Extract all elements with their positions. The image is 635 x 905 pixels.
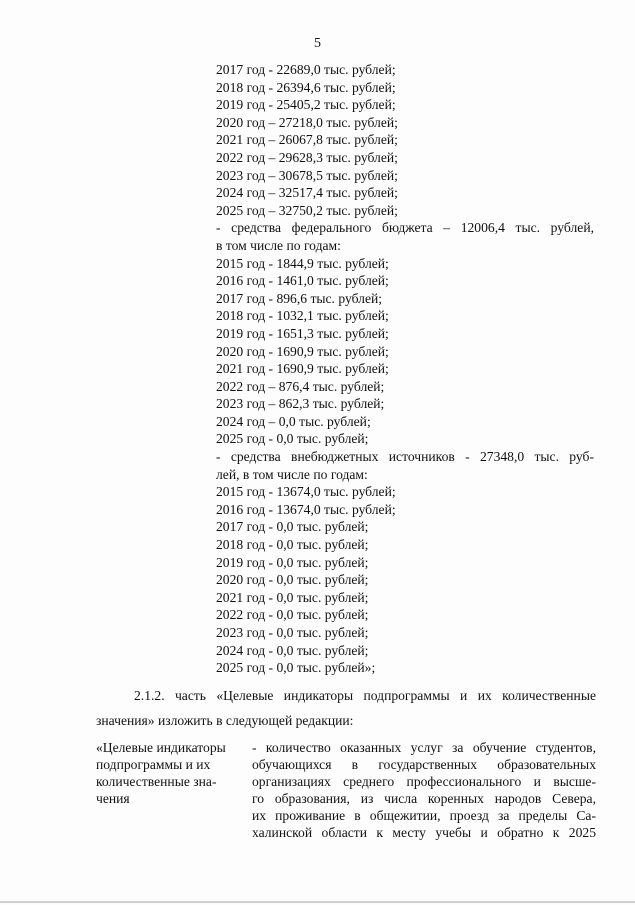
list-item: 2022 год - 0,0 тыс. рублей; bbox=[216, 607, 369, 623]
federal-intro-line: в том числе по годам: bbox=[216, 237, 341, 253]
list-item: 2019 год - 1651,3 тыс. рублей; bbox=[216, 325, 389, 341]
list-item: 2022 год – 29628,3 тыс. рублей; bbox=[216, 149, 398, 165]
list-item: 2018 год - 1032,1 тыс. рублей; bbox=[216, 308, 389, 324]
list-item: 2022 год – 876,4 тыс. рублей; bbox=[216, 378, 385, 394]
list-item: 2016 год - 1461,0 тыс. рублей; bbox=[216, 273, 389, 289]
list-item: 2018 год - 26394,6 тыс. рублей; bbox=[216, 79, 396, 95]
list-item: 2025 год - 0,0 тыс. рублей; bbox=[216, 431, 369, 447]
table-value-cell bbox=[252, 739, 596, 841]
list-item: 2024 год – 0,0 тыс. рублей; bbox=[216, 413, 371, 429]
table-label-cell bbox=[96, 739, 246, 807]
extrabudget-intro-line: лей, в том числе по годам: bbox=[216, 466, 368, 482]
section-text: 2.1.2. часть «Целевые индикаторы подпрограммы и их количественные bbox=[134, 688, 596, 703]
section-text: значения» изложить в следующей редакции: bbox=[96, 713, 354, 728]
list-item: 2025 год – 32750,2 тыс. рублей; bbox=[216, 202, 398, 218]
list-item: 2017 год - 896,6 тыс. рублей; bbox=[216, 290, 383, 306]
list-item: 2015 год - 13674,0 тыс. рублей; bbox=[216, 484, 396, 500]
list-item: 2020 год - 1690,9 тыс. рублей; bbox=[216, 343, 389, 359]
list-item: 2020 год – 27218,0 тыс. рублей; bbox=[216, 114, 398, 130]
list-item: 2019 год - 25405,2 тыс. рублей; bbox=[216, 97, 396, 113]
list-item: 2024 год – 32517,4 тыс. рублей; bbox=[216, 185, 398, 201]
table-value-line: организациях среднего профессионального и высше- bbox=[252, 774, 596, 789]
extrabudget-intro-line: - средства внебюджетных источников - 27348,0 тыс. руб- bbox=[216, 449, 594, 465]
list-item: 2021 год – 26067,8 тыс. рублей; bbox=[216, 132, 398, 148]
list-item: 2021 год - 1690,9 тыс. рублей; bbox=[216, 361, 389, 377]
table-label-line: «Целевые индикаторы bbox=[96, 740, 226, 755]
list-item: 2015 год - 1844,9 тыс. рублей; bbox=[216, 255, 389, 271]
section-heading-line bbox=[96, 712, 596, 729]
list-item: 2019 год - 0,0 тыс. рублей; bbox=[216, 554, 369, 570]
list-item: 2023 год - 0,0 тыс. рублей; bbox=[216, 625, 369, 640]
table-label-line: чения bbox=[96, 791, 130, 806]
list-item: 2018 год - 0,0 тыс. рублей; bbox=[216, 537, 369, 553]
list-item: 2017 год - 0,0 тыс. рублей; bbox=[216, 519, 369, 535]
list-item: 2020 год - 0,0 тыс. рублей; bbox=[216, 572, 369, 588]
list-item: 2025 год - 0,0 тыс. рублей»; bbox=[216, 660, 376, 676]
table-label-line: подпрограммы и их bbox=[96, 757, 211, 772]
table-label-line: количественные зна- bbox=[96, 774, 217, 789]
table-value-line: го образования, из числа коренных народов Севера, bbox=[252, 791, 596, 806]
list-item: 2023 год – 30678,5 тыс. рублей; bbox=[216, 167, 398, 183]
table-value-line: халинской области к месту учебы и обратно к 2025 bbox=[252, 825, 596, 840]
table-value-line: обучающихся в государственных образовательных bbox=[252, 757, 596, 772]
list-item: 2021 год - 0,0 тыс. рублей; bbox=[216, 589, 369, 605]
page-number: 5 bbox=[314, 36, 321, 51]
page-bottom-edge bbox=[0, 901, 635, 903]
list-item: 2024 год - 0,0 тыс. рублей; bbox=[216, 642, 369, 658]
section-heading-line bbox=[134, 687, 596, 704]
list-item: 2017 год - 22689,0 тыс. рублей; bbox=[216, 62, 396, 77]
list-item: 2023 год – 862,3 тыс. рублей; bbox=[216, 396, 385, 412]
list-item: 2016 год - 13674,0 тыс. рублей; bbox=[216, 501, 396, 517]
table-value-line: - количество оказанных услуг за обучение студентов, bbox=[252, 740, 596, 755]
federal-intro-line: - средства федерального бюджета – 12006,4 тыс. рублей, bbox=[216, 220, 594, 236]
funding-list bbox=[216, 61, 594, 677]
table-value-line: их проживание в общежитии, проезд за пределы Са- bbox=[252, 808, 596, 823]
